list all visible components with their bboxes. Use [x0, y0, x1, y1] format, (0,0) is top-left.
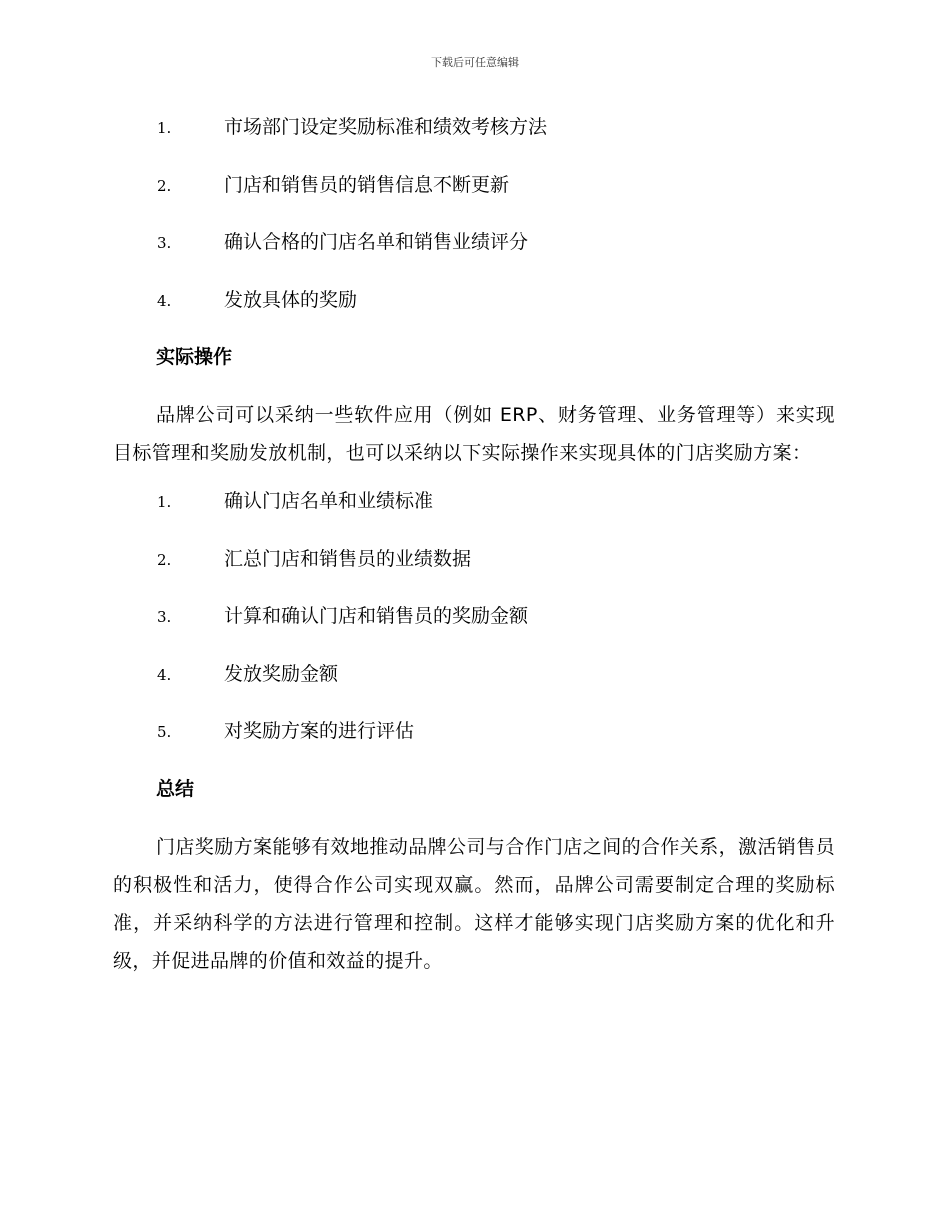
operations-list	[113, 486, 835, 774]
list-number: 4.	[157, 291, 172, 310]
list-text: 门店和销售员的销售信息不断更新	[224, 173, 510, 196]
practice-paragraph: 品牌公司可以采纳一些软件应用（例如 ERP、财务管理、业务管理等）来实现目标管理和奖励发放机制，也可以采纳以下实际操作来实现具体的门店奖励方案：	[113, 404, 835, 464]
list-item	[113, 486, 835, 544]
list-text: 汇总门店和销售员的业绩数据	[224, 547, 472, 570]
list-text: 发放奖励金额	[224, 662, 339, 685]
list-number: 2.	[157, 550, 172, 569]
list-item	[113, 601, 835, 659]
list-text: 计算和确认门店和销售员的奖励金额	[224, 605, 529, 627]
list-text: 市场部门设定奖励标准和绩效考核方法	[224, 116, 548, 138]
list-text: 发放具体的奖励	[224, 288, 358, 311]
list-text: 确认合格的门店名单和销售业绩评分	[224, 231, 529, 253]
list-number: 1.	[157, 119, 172, 137]
list-number: 2.	[157, 176, 172, 195]
steps-list	[113, 112, 835, 342]
list-item	[113, 285, 835, 343]
list-number: 3.	[157, 608, 172, 626]
list-item	[113, 112, 835, 170]
list-number: 5.	[157, 723, 172, 741]
list-item	[113, 227, 835, 285]
list-item	[113, 170, 835, 228]
list-number: 1.	[157, 493, 172, 511]
list-text: 确认门店名单和业绩标准	[224, 490, 434, 512]
list-number: 4.	[157, 665, 172, 684]
list-item	[113, 716, 835, 774]
section-heading-practice: 实际操作	[156, 346, 233, 368]
list-number: 3.	[157, 234, 172, 252]
document-body	[113, 112, 835, 994]
section-heading-summary: 总结	[156, 777, 195, 800]
list-item	[113, 659, 835, 717]
list-item	[113, 544, 835, 602]
list-text: 对奖励方案的进行评估	[224, 720, 415, 742]
summary-paragraph: 门店奖励方案能够有效地推动品牌公司与合作门店之间的合作关系，激活销售员的积极性和活力，使得合作公司实现双赢。然而，品牌公司需要制定合理的奖励标准，并采纳科学的方法进行管理和控制。这样才能够实现门店奖励方案的优化和升级，并促进品牌的价值和效益的提升。	[113, 835, 836, 972]
header-note: 下载后可任意编辑	[431, 56, 519, 69]
